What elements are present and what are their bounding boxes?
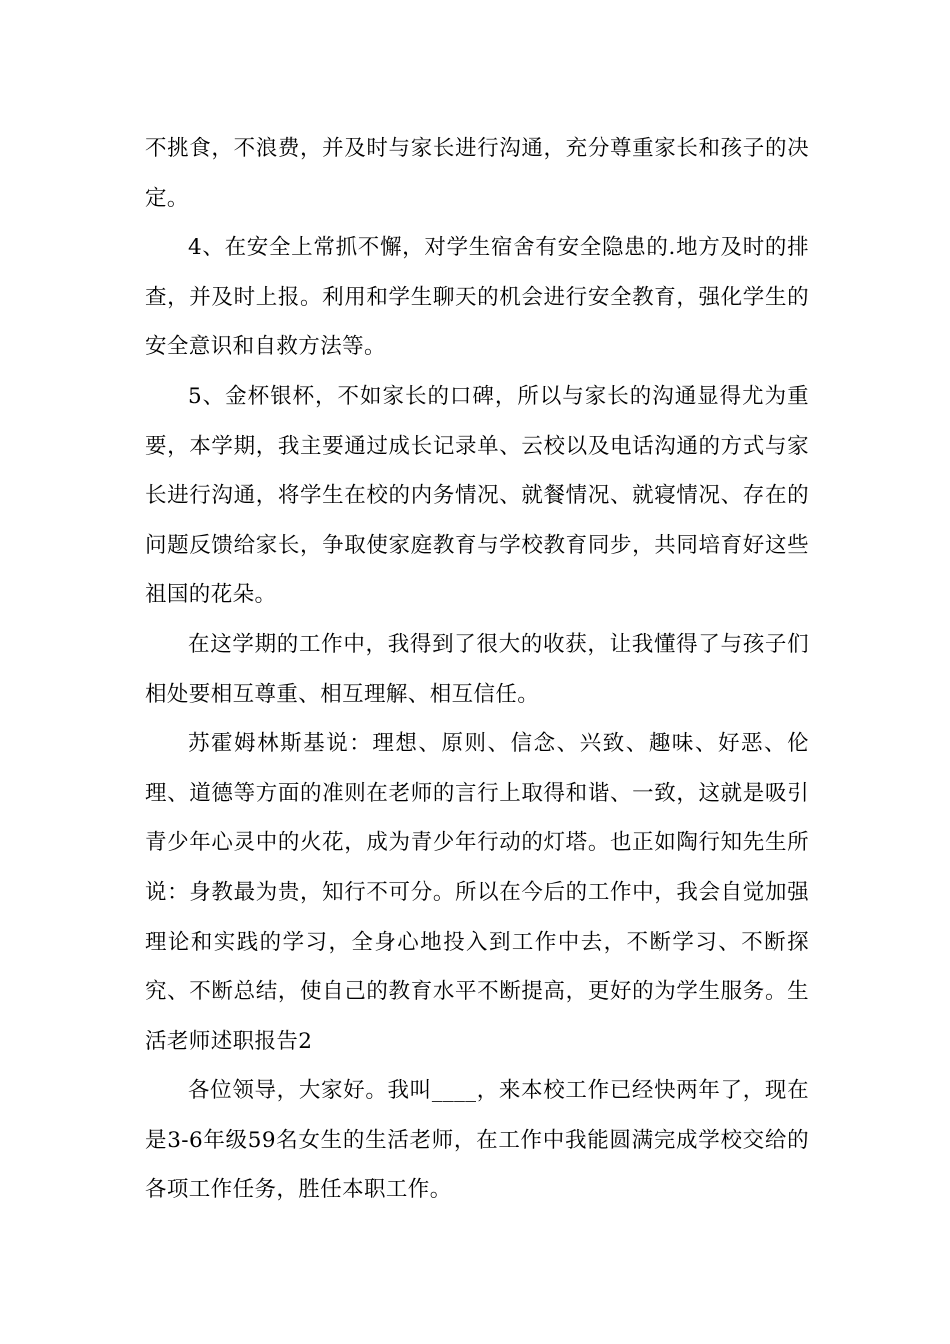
paragraph-5: 苏霍姆林斯基说：理想、原则、信念、兴致、趣味、好恶、伦理、道德等方面的准则在老师的言行上取得和谐、一致，这就是吸引青少年心灵中的火花，成为青少年行动的灯塔。也正如陶行知先生所说：身教最为贵，知行不可分。所以在今后的工作中，我会自觉加强理论和实践的学习，全身心地投入到工作中去，不断学习、不断探究、不断总结，使自己的教育水平不断提高，更好的为学生服务。生活老师述职报告2 — [145, 731, 809, 1054]
paragraph-2: 4、在安全上常抓不懈，对学生宿舍有安全隐患的.地方及时的排查，并及时上报。利用和学生聊天的机会进行安全教育，强化学生的安全意识和自救方法等。 — [145, 235, 809, 360]
document-body — [145, 124, 809, 1215]
paragraph-1: 不挑食，不浪费，并及时与家长进行沟通，充分尊重家长和孩子的决定。 — [145, 136, 809, 211]
paragraph-6: 各位领导，大家好。我叫____，来本校工作已经快两年了，现在是3-6年级59名女生的生活老师，在工作中我能圆满完成学校交给的各项工作任务，胜任本职工作。 — [145, 1078, 809, 1203]
paragraph-3: 5、金杯银杯，不如家长的口碑，所以与家长的沟通显得尤为重要，本学期，我主要通过成长记录单、云校以及电话沟通的方式与家长进行沟通，将学生在校的内务情况、就餐情况、就寝情况、存在的问题反馈给家长，争取使家庭教育与学校教育同步，共同培育好这些祖国的花朵。 — [145, 383, 809, 608]
paragraph-4: 在这学期的工作中，我得到了很大的收获，让我懂得了与孩子们相处要相互尊重、相互理解、相互信任。 — [145, 631, 809, 707]
